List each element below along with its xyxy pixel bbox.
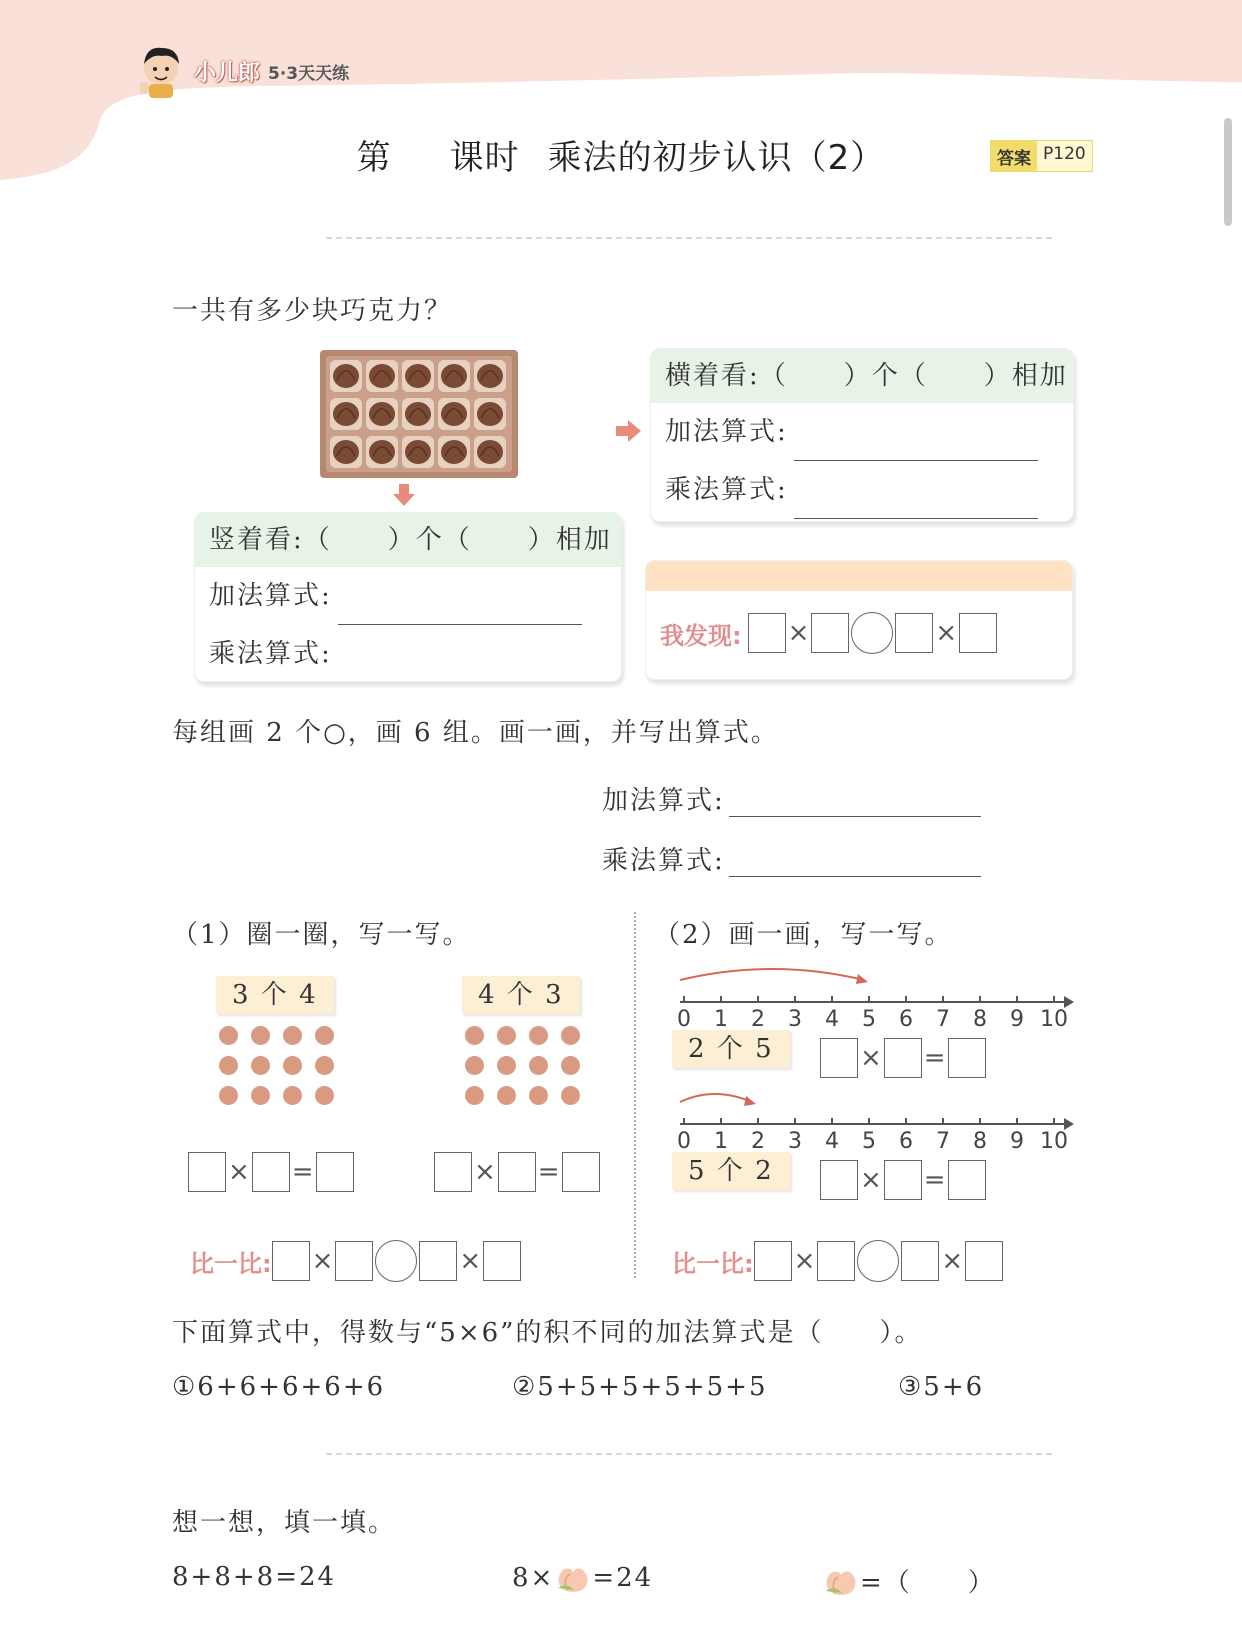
dot	[219, 1056, 238, 1075]
dot	[561, 1086, 580, 1105]
answer-box[interactable]	[748, 613, 786, 653]
q3-part1-title: （1）圈一圈，写一写。	[172, 920, 471, 950]
page-title: 第 课时 乘法的初步认识（2）	[356, 138, 886, 178]
q4-option-2[interactable]: ②5+5+5+5+5+5	[512, 1372, 768, 1402]
arrow-right-icon	[616, 420, 642, 442]
dot	[283, 1026, 302, 1045]
tick-label: 8	[973, 1129, 987, 1152]
vertical-mul-row: 乘法算式:	[195, 625, 621, 682]
equation-row-c: × =	[820, 1038, 986, 1078]
brand-name: 小儿郎	[194, 60, 261, 86]
dot	[315, 1026, 334, 1045]
tick-label: 0	[677, 1007, 691, 1030]
dot	[497, 1056, 516, 1075]
answer-box[interactable]	[948, 1160, 986, 1200]
answer-page: P120	[1037, 141, 1092, 171]
dot	[529, 1056, 548, 1075]
dot	[529, 1026, 548, 1045]
tick-label: 5	[862, 1007, 876, 1030]
arrow-down-icon	[392, 484, 416, 508]
compare-circle[interactable]	[857, 1240, 899, 1282]
tick-label: 6	[899, 1129, 913, 1152]
tick-label: 3	[788, 1129, 802, 1152]
answer-box[interactable]	[884, 1160, 922, 1200]
answer-box[interactable]	[959, 613, 997, 653]
q2-mul-row: 乘法算式:	[602, 840, 981, 877]
answer-box[interactable]	[419, 1241, 457, 1281]
q2-prompt: 每组画 2 个○，画 6 组。画一画，并写出算式。	[172, 718, 779, 748]
dot	[315, 1086, 334, 1105]
chocolate-piece	[333, 440, 359, 464]
answer-box[interactable]	[335, 1241, 373, 1281]
tick-label: 9	[1010, 1129, 1024, 1152]
answer-box[interactable]	[820, 1160, 858, 1200]
answer-box[interactable]	[754, 1241, 792, 1281]
dot	[497, 1026, 516, 1045]
answer-box[interactable]	[252, 1152, 290, 1192]
answer-label: 答案	[991, 141, 1037, 171]
chocolate-piece	[405, 440, 431, 464]
answer-box[interactable]	[884, 1038, 922, 1078]
equation-row-a: × =	[188, 1152, 354, 1192]
dot	[465, 1056, 484, 1075]
chocolate-box-image	[320, 350, 518, 478]
tick-label: 1	[714, 1129, 728, 1152]
chocolate-piece	[369, 364, 395, 388]
tick-label: 2	[751, 1007, 765, 1030]
compare-label: 比一比:	[190, 1249, 272, 1278]
dot	[561, 1026, 580, 1045]
answer-box[interactable]	[188, 1152, 226, 1192]
tick-label: 0	[677, 1129, 691, 1152]
scrollbar[interactable]	[1224, 118, 1232, 226]
tick-label: 1	[714, 1007, 728, 1030]
chocolate-piece	[405, 364, 431, 388]
answer-line[interactable]	[729, 816, 981, 817]
answer-box[interactable]	[811, 613, 849, 653]
dot	[219, 1086, 238, 1105]
peach-icon	[822, 1565, 860, 1597]
chocolate-piece	[405, 402, 431, 426]
dot	[497, 1086, 516, 1105]
chocolate-piece	[477, 364, 503, 388]
series-name: 5·3天天练	[268, 63, 350, 84]
brand	[136, 42, 349, 100]
answer-box[interactable]	[817, 1241, 855, 1281]
q2-add-row: 加法算式:	[602, 780, 981, 817]
answer-box[interactable]	[895, 613, 933, 653]
tick-label: 7	[936, 1007, 950, 1030]
horizontal-add-row: 加法算式:	[651, 403, 1073, 461]
tick-label: 9	[1010, 1007, 1024, 1030]
column-divider	[634, 912, 636, 1278]
q4-option-1[interactable]: ①6+6+6+6+6	[172, 1372, 386, 1402]
horizontal-mul-row: 乘法算式:	[651, 461, 1073, 519]
tag-4-of-3: 4 个 3	[462, 976, 580, 1014]
tag-5-of-2: 5 个 2	[672, 1152, 790, 1190]
q1-prompt: 一共有多少块巧克力？	[172, 296, 453, 326]
answer-box[interactable]	[498, 1152, 536, 1192]
dot	[283, 1086, 302, 1105]
q5-eq2: 8× =24	[512, 1563, 654, 1593]
number-line-2	[672, 1082, 1076, 1152]
answer-badge	[990, 140, 1093, 172]
q4-prompt: 下面算式中，得数与“5×6”的积不同的加法算式是（ ）。	[172, 1318, 923, 1348]
horizontal-header: 横着看:（ ）个（ ）相加	[651, 349, 1073, 403]
divider	[326, 237, 1052, 239]
chocolate-piece	[333, 364, 359, 388]
dot	[465, 1026, 484, 1045]
tick-label: 5	[862, 1129, 876, 1152]
chocolate-piece	[441, 402, 467, 426]
chocolate-piece	[369, 402, 395, 426]
answer-line[interactable]	[729, 876, 981, 877]
tick-label: 3	[788, 1007, 802, 1030]
answer-line[interactable]	[794, 518, 1038, 519]
answer-box[interactable]	[901, 1241, 939, 1281]
tick-label: 2	[751, 1129, 765, 1152]
chocolate-piece	[333, 402, 359, 426]
dot	[251, 1086, 270, 1105]
equation-row-b: × =	[434, 1152, 600, 1192]
horizontal-view-panel	[650, 348, 1074, 522]
number-line-1	[672, 960, 1076, 1030]
tick-label: 4	[825, 1129, 839, 1152]
compare-label: 比一比:	[672, 1249, 754, 1278]
dot	[561, 1056, 580, 1075]
chocolate-piece	[441, 364, 467, 388]
equation-row-d: × =	[820, 1160, 986, 1200]
vertical-add-row: 加法算式:	[195, 567, 621, 625]
chocolate-piece	[477, 402, 503, 426]
answer-box[interactable]	[965, 1241, 1003, 1281]
tick-label: 10	[1040, 1007, 1068, 1030]
dot	[465, 1086, 484, 1105]
q3-part2-title: （2）画一画，写一写。	[654, 920, 953, 950]
tick-label: 10	[1040, 1129, 1068, 1152]
boy-mascot-icon	[136, 42, 186, 100]
answer-box[interactable]	[434, 1152, 472, 1192]
q4-option-3[interactable]: ③5+6	[898, 1372, 985, 1402]
tag-2-of-5: 2 个 5	[672, 1030, 790, 1068]
answer-box[interactable]	[272, 1241, 310, 1281]
answer-box[interactable]	[483, 1241, 521, 1281]
q5-prompt: 想一想，填一填。	[172, 1508, 397, 1538]
peach-icon	[554, 1562, 592, 1594]
chocolate-piece	[369, 440, 395, 464]
compare-row-2: 比一比: × ×	[672, 1240, 1003, 1282]
chocolate-piece	[441, 440, 467, 464]
answer-box[interactable]	[562, 1152, 600, 1192]
compare-circle[interactable]	[851, 612, 893, 654]
dot	[219, 1026, 238, 1045]
discover-panel-header	[646, 561, 1072, 591]
dot	[315, 1056, 334, 1075]
answer-box[interactable]	[948, 1038, 986, 1078]
dot	[251, 1056, 270, 1075]
dot	[283, 1056, 302, 1075]
dot	[251, 1026, 270, 1045]
tick-label: 4	[825, 1007, 839, 1030]
discover-label: 我发现:	[660, 621, 742, 650]
tag-3-of-4: 3 个 4	[216, 976, 334, 1014]
vertical-view-panel	[194, 512, 622, 682]
vertical-header: 竖着看:（ ）个（ ）相加	[195, 513, 621, 567]
answer-box[interactable]	[316, 1152, 354, 1192]
dot	[529, 1086, 548, 1105]
q5-eq3: =（ ）	[822, 1562, 996, 1599]
compare-circle[interactable]	[375, 1240, 417, 1282]
compare-row-1: 比一比: × ×	[190, 1240, 521, 1282]
tick-label: 6	[899, 1007, 913, 1030]
answer-box[interactable]	[820, 1038, 858, 1078]
q5-eq1: 8+8+8=24	[172, 1562, 337, 1592]
tick-label: 8	[973, 1007, 987, 1030]
chocolate-piece	[477, 440, 503, 464]
discover-panel: 我发现: × ×	[645, 560, 1073, 680]
divider	[326, 1453, 1052, 1455]
tick-label: 7	[936, 1129, 950, 1152]
